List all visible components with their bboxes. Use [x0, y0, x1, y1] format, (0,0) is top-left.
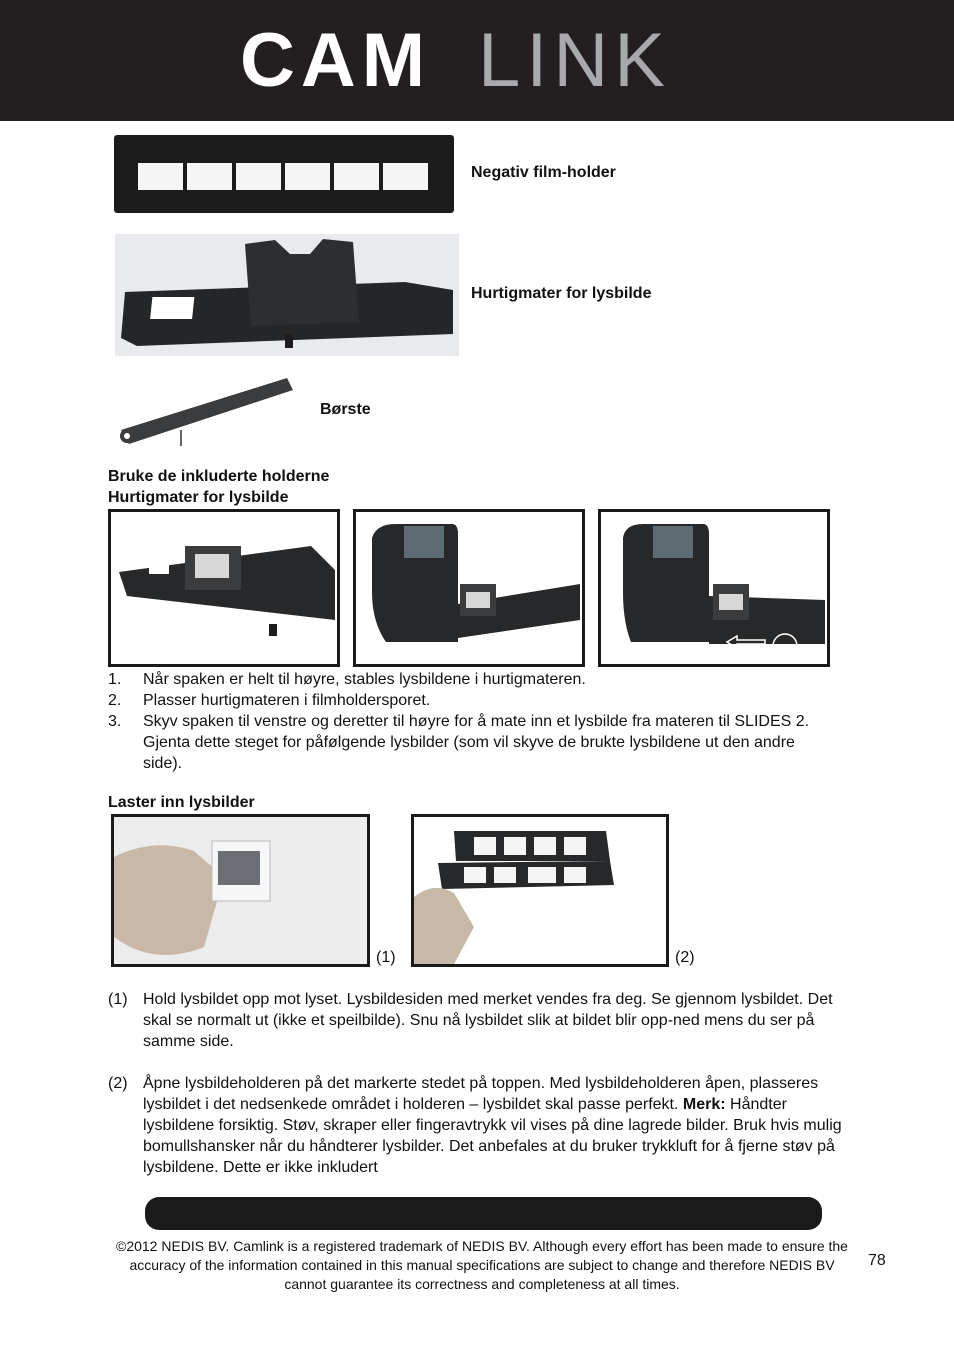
list-number: 3.: [108, 713, 122, 730]
list-text: Hold lysbildet opp mot lyset. Lysbildesiden med merket vendes fra deg. Se gjennom lysbildet. Det skal se normalt ut (ikke et speilbilde). Snu nå lysbildet slik at bildet blir opp-ned mens du ser på samme side.: [143, 991, 833, 1050]
note-text: Håndter lysbildene forsiktig. Støv, skraper eller fingeravtrykk vil vises på dine lagrede bilder. Bruk hvis mulig bomullshansker når du håndterer lysbilder. Det anbefales at du bruker trykkluft for å fjerne støv på lysbildene. Dette er ikke inkludert: [143, 1096, 842, 1176]
footer-copyright: ©2012 NEDIS BV. Camlink is a registered trademark of NEDIS BV. Although every effort has been made to ensure the accuracy of the information contained in this manual specifications are subject to change and therefore NEDIS BV cannot guarantee its correctness and completeness at all times.: [116, 1238, 848, 1292]
negative-film-holder-image: [114, 133, 456, 215]
list-number: 2.: [108, 692, 122, 709]
photo-feeder-step-1: [108, 509, 340, 667]
photo-feeder-step-3: [598, 509, 830, 667]
label-brush: Børste: [320, 401, 371, 418]
footer-bar: [145, 1197, 822, 1230]
label-slide-feeder: Hurtigmater for lysbilde: [471, 285, 652, 302]
list-text: Plasser hurtigmateren i filmholdersporet.: [143, 692, 431, 709]
slide-feeder-image: [115, 234, 459, 356]
note-label: Merk:: [682, 1096, 726, 1113]
list-text: [143, 1073, 848, 1178]
caption-2: (2): [675, 949, 695, 966]
list-number: (1): [108, 991, 128, 1008]
camlink-logo: [0, 24, 954, 94]
logo-part-cam: CAM: [240, 24, 432, 94]
list-text: Når spaken er helt til høyre, stables lysbildene i hurtigmateren.: [143, 671, 586, 688]
logo-part-link: LINK: [478, 24, 671, 94]
photo-hold-slide: [111, 814, 370, 967]
section-heading-using-holders: Bruke de inkluderte holderne: [108, 468, 330, 485]
list-number: (2): [108, 1075, 128, 1092]
page-number: 78: [868, 1252, 886, 1269]
list-number: 1.: [108, 671, 122, 688]
brush-image: [115, 372, 300, 452]
section-subheading-slide-feeder: Hurtigmater for lysbilde: [108, 489, 289, 506]
label-negative-film-holder: Negativ film-holder: [471, 164, 616, 181]
list-text: Skyv spaken til venstre og deretter til høyre for å mate inn et lysbilde fra materen til SLIDES 2. Gjenta dette steget for påfølgende lysbilder (som vil skyve de brukte lysbildene ut den andre side).: [143, 713, 810, 772]
photo-open-holder: [411, 814, 669, 967]
caption-1: (1): [376, 949, 396, 966]
instruction-text: Åpne lysbildeholderen på det markerte stedet på toppen. Med lysbildeholderen åpen, plasseres lysbildet i det nedsenkede området i holderen – lysbildet skal passe perfekt.: [143, 1075, 819, 1113]
photo-feeder-step-2: [353, 509, 585, 667]
section-heading-loading-slides: Laster inn lysbilder: [108, 794, 255, 811]
